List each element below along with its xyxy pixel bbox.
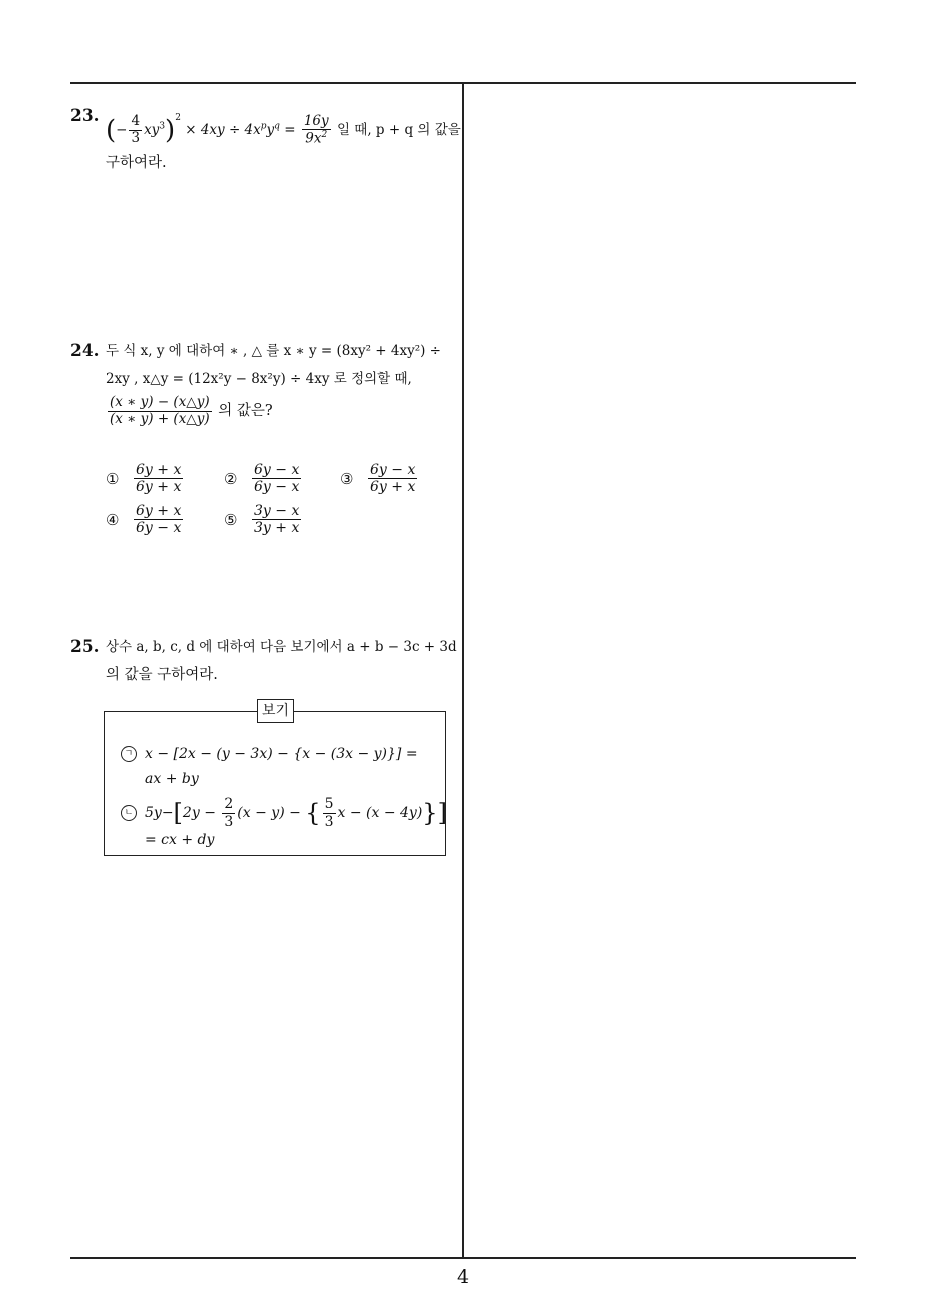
question-number: 24. bbox=[70, 341, 100, 361]
question-24-expression: $\frac{(x ∗ y) - (x\triangle y)}{(x ∗ y) + (x\triangle y)}$ 의 값은? bbox=[110, 394, 273, 427]
example-box-label: 보기 bbox=[257, 699, 294, 723]
bottom-rule bbox=[70, 1257, 856, 1259]
ratio-fraction: $\frac{(x ∗ y) - (x\triangle y)}{(x ∗ y) + (x\triangle y)}$ bbox=[110, 394, 210, 427]
choice-1[interactable]: ① $\frac{6y + x}{6y + x}$ bbox=[106, 462, 182, 496]
choice-2[interactable]: ② $\frac{6y - x}{6y - x}$ bbox=[224, 462, 300, 496]
coefficient-fraction: $\frac{4}{3}$ bbox=[131, 113, 141, 146]
question-23-line-2: 구하여라. bbox=[106, 155, 167, 172]
example-item-1: ㄱ x − [2x − (y − 3x) − {x − (3x − y)}] = ax + by bbox=[121, 742, 418, 792]
question-24-line-1: 두 식 x, y 에 대하여 ∗ , △ 를 x ∗ y = (8xy² + 4xy²) ÷ bbox=[106, 343, 441, 359]
question-24 bbox=[70, 337, 460, 427]
choice-3[interactable]: ③ $\frac{6y - x}{6y + x}$ bbox=[340, 462, 416, 496]
choice-5[interactable]: ⑤ $\frac{3y - x}{3y + x}$ bbox=[224, 503, 300, 537]
question-23-line-1: (− $\frac{4}{3}$ $xy^3)^2 \times 4xy \div 4x^py^q$ = $\frac{16y}{9x^2}$ 일 때, p + q 의 값을 bbox=[106, 112, 461, 147]
item-1-marker: ㄱ bbox=[121, 746, 137, 762]
column-divider bbox=[462, 83, 464, 1258]
question-24-line-2: 2xy , x△y = (12x²y − 8x²y) ÷ 4xy 로 정의할 때, bbox=[106, 371, 412, 387]
item-2-marker: ㄴ bbox=[121, 805, 137, 821]
rhs-fraction: $\frac{16y}{9x^2}$ bbox=[303, 112, 329, 147]
example-box bbox=[104, 703, 447, 856]
question-25 bbox=[70, 633, 460, 689]
question-number: 23. bbox=[70, 106, 100, 126]
question-23 bbox=[70, 102, 460, 177]
question-number: 25. bbox=[70, 637, 100, 657]
question-25-line-2: 의 값을 구하여라. bbox=[106, 667, 218, 683]
example-item-2: ㄴ 5y−[2y − $\frac{2}{3}$ (x − y) − { $\frac{5}{3}$ x − (x − 4y)}] = cx + dy bbox=[121, 796, 447, 850]
question-25-line-1: 상수 a, b, c, d 에 대하여 다음 보기에서 a + b − 3c + 3d bbox=[106, 639, 457, 655]
choice-4[interactable]: ④ $\frac{6y + x}{6y - x}$ bbox=[106, 503, 182, 537]
page-number: 4 bbox=[456, 1266, 470, 1288]
